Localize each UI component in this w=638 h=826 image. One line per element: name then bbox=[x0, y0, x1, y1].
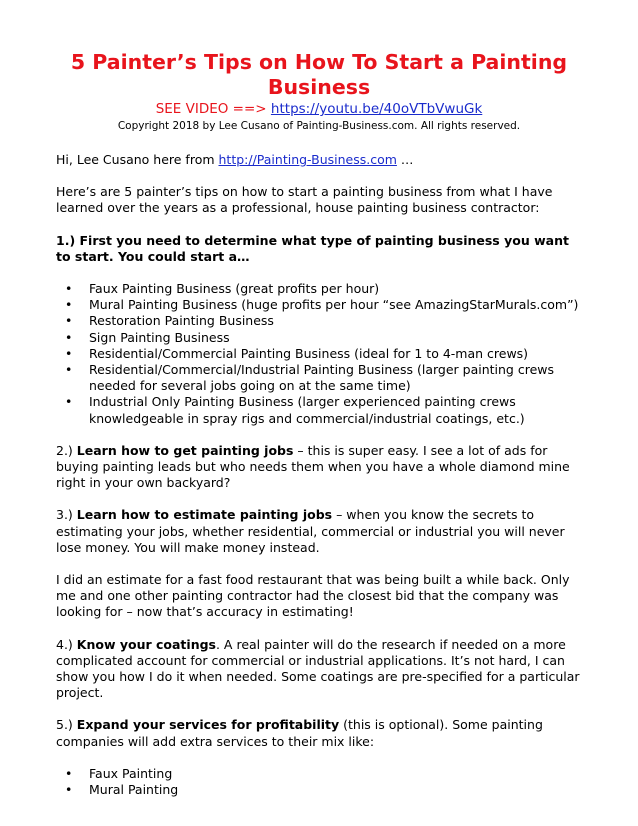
tip2-bold: Learn how to get painting jobs bbox=[76, 442, 294, 458]
bullet-icon: • bbox=[65, 765, 73, 781]
business-type-list bbox=[56, 281, 582, 427]
bullet-icon: • bbox=[65, 329, 73, 345]
tip1-heading-text: 1.) First you need to determine what type of painting business you want to start. You could start a… bbox=[56, 232, 569, 264]
list-item: • Mural Painting bbox=[65, 782, 179, 798]
list-item: • Mural Painting Business (huge profits per hour “see AmazingStarMurals.com”) bbox=[65, 297, 579, 313]
tip4-paragraph: 4.) Know your coatings. A real painter will do the research if needed on a more complicated account for commercial or industrial applications. It’s not hard, I can show you how I do it when needed. Some coatings are pre-specified for a particular project. bbox=[56, 636, 580, 701]
list-item: • Residential/Commercial/Industrial Painting Business (larger painting crews needed for several jobs going on at the same time) bbox=[65, 362, 554, 394]
bullet-icon: • bbox=[65, 782, 73, 798]
tip3-story: I did an estimate for a fast food restaurant that was being built a while back. Only me and one other painting contractor had the closest bid that the company was looking for – now that’s accuracy in estimating! bbox=[56, 572, 570, 620]
bullet-icon: • bbox=[65, 313, 73, 329]
video-line bbox=[56, 101, 582, 118]
bullet-icon: • bbox=[65, 394, 73, 410]
bullet-icon: • bbox=[65, 345, 73, 361]
tip2-paragraph: 2.) Learn how to get painting jobs – this is super easy. I see a lot of ads for buying painting leads but who needs them when you have a whole diamond mine right in your own backyard? bbox=[56, 442, 570, 491]
list-item: • Restoration Painting Business bbox=[65, 313, 274, 329]
list-item: • Residential/Commercial Painting Business (ideal for 1 to 4-man crews) bbox=[65, 345, 529, 361]
bullet-icon: • bbox=[65, 281, 73, 297]
list-item: • Faux Painting Business (great profits per hour) bbox=[65, 281, 380, 297]
tip3-bold: Learn how to estimate painting jobs bbox=[76, 507, 333, 523]
bullet-icon: • bbox=[65, 362, 73, 378]
list-item: • Faux Painting bbox=[65, 765, 173, 781]
greeting-prefix: Hi, Lee Cusano here from bbox=[56, 152, 219, 167]
tip4-bold: Know your coatings bbox=[76, 636, 216, 652]
video-link[interactable]: https://youtu.be/40oVTbVwuGk bbox=[270, 101, 483, 117]
extra-services-list bbox=[56, 766, 582, 798]
copyright-notice: Copyright 2018 by Lee Cusano of Painting-Business.com. All rights reserved. bbox=[117, 120, 521, 132]
intro-paragraph: Here’s are 5 painter’s tips on how to start a painting business from what I have learned over the years as a professional, house painting business contractor: bbox=[56, 184, 553, 216]
video-prefix: SEE VIDEO ==> bbox=[155, 101, 271, 117]
greeting-suffix: … bbox=[396, 152, 414, 167]
tip1-heading bbox=[56, 233, 582, 265]
list-item: • Sign Painting Business bbox=[65, 329, 230, 345]
list-item: • Industrial Only Painting Business (larger experienced painting crews knowledgeable in spray rigs and commercial/industrial coatings, etc.) bbox=[65, 394, 525, 426]
greeting bbox=[56, 152, 582, 168]
tip3-paragraph: 3.) Learn how to estimate painting jobs – when you know the secrets to estimating your jobs, whether residential, commercial or industrial you will never lose money. You will make money instead. bbox=[56, 507, 565, 555]
website-link[interactable]: http://Painting-Business.com bbox=[218, 152, 397, 167]
document-title: 5 Painter’s Tips on How To Start a Painting Business bbox=[70, 50, 568, 99]
bullet-icon: • bbox=[65, 297, 73, 313]
tip5-paragraph: 5.) Expand your services for profitability (this is optional). Some painting companies will add extra services to their mix like: bbox=[56, 717, 543, 749]
tip5-bold: Expand your services for profitability bbox=[76, 717, 340, 733]
